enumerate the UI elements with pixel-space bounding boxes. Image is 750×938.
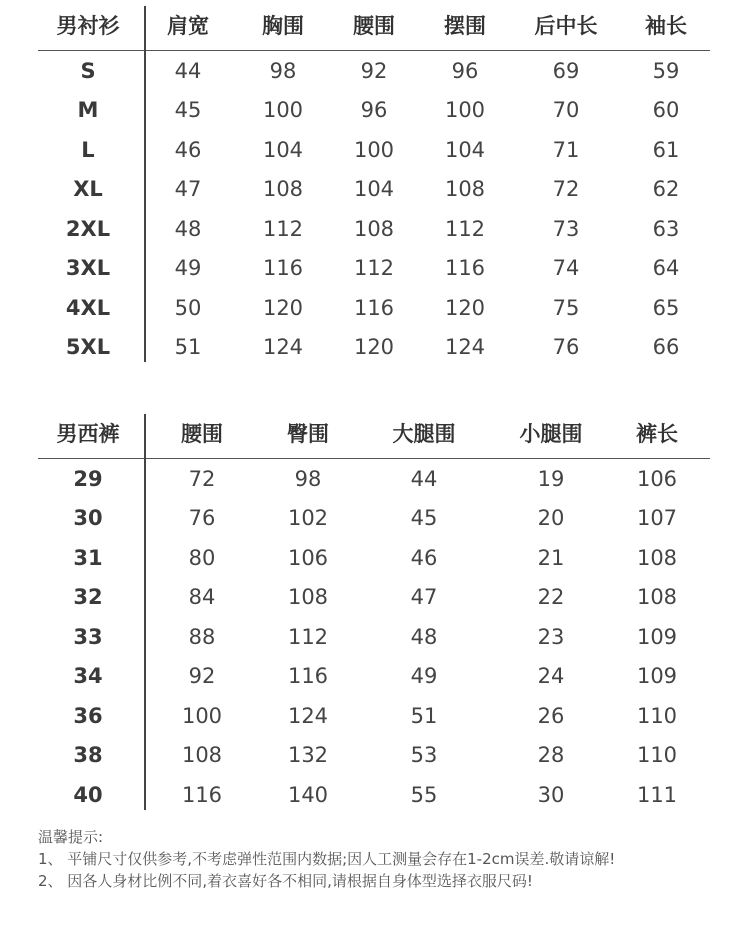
shirt-value-cell: 124 <box>444 335 486 360</box>
pants-table-row <box>38 459 710 499</box>
shirt-table-row <box>38 209 710 249</box>
shirt-header-row <box>38 0 710 51</box>
shirt-value-cell: 116 <box>262 256 304 281</box>
pants-value-cell: 102 <box>287 506 329 531</box>
pants-value-cell: 26 <box>537 703 565 728</box>
pants-table-row <box>38 775 710 815</box>
pants-header-cell: 男西裤 <box>56 422 120 446</box>
shirt-value-cell: 50 <box>174 295 202 320</box>
shirt-value-cell: 64 <box>652 256 680 281</box>
pants-size-label: 29 <box>73 466 103 491</box>
pants-header-cell: 臀围 <box>287 422 329 446</box>
shirt-value-cell: 112 <box>444 216 486 241</box>
pants-table-row <box>38 499 710 539</box>
shirt-size-label: 2XL <box>65 216 111 241</box>
pants-size-label: 36 <box>73 703 103 728</box>
pants-value-cell: 112 <box>287 624 329 649</box>
pants-value-cell: 19 <box>537 466 565 491</box>
tips-section <box>38 826 615 892</box>
shirt-value-cell: 104 <box>262 137 304 162</box>
pants-size-label: 32 <box>73 585 103 610</box>
pants-value-cell: 24 <box>537 664 565 689</box>
pants-table-row <box>38 538 710 578</box>
pants-value-cell: 109 <box>636 664 678 689</box>
pants-value-cell: 51 <box>410 703 438 728</box>
shirt-header-cell: 男衬衫 <box>56 14 120 38</box>
shirt-value-cell: 120 <box>262 295 304 320</box>
pants-value-cell: 110 <box>636 743 678 768</box>
pants-header-row <box>38 408 710 459</box>
pants-value-cell: 140 <box>287 782 329 807</box>
shirt-value-cell: 120 <box>444 295 486 320</box>
pants-value-cell: 49 <box>410 664 438 689</box>
shirt-value-cell: 72 <box>552 177 580 202</box>
shirt-size-label: 3XL <box>65 256 111 281</box>
shirt-header-cell: 肩宽 <box>167 14 209 38</box>
pants-value-cell: 28 <box>537 743 565 768</box>
pants-size-label: 31 <box>73 545 103 570</box>
shirt-value-cell: 112 <box>353 256 395 281</box>
pants-value-cell: 23 <box>537 624 565 649</box>
tips-line-2: 2、 因各人身材比例不同,着衣喜好各不相同,请根据自身体型选择衣服尺码! <box>38 872 533 890</box>
shirt-table-row <box>38 51 710 91</box>
shirt-value-cell: 75 <box>552 295 580 320</box>
pants-header-cell: 裤长 <box>636 422 678 446</box>
shirt-value-cell: 124 <box>262 335 304 360</box>
shirt-value-cell: 108 <box>262 177 304 202</box>
shirt-value-cell: 100 <box>353 137 395 162</box>
pants-value-cell: 106 <box>636 466 678 491</box>
pants-value-cell: 80 <box>188 545 216 570</box>
shirt-value-cell: 73 <box>552 216 580 241</box>
shirt-size-label: 4XL <box>65 295 111 320</box>
pants-value-cell: 124 <box>287 703 329 728</box>
shirt-value-cell: 116 <box>353 295 395 320</box>
shirt-value-cell: 100 <box>444 98 486 123</box>
shirt-value-cell: 108 <box>444 177 486 202</box>
shirt-value-cell: 70 <box>552 98 580 123</box>
pants-value-cell: 92 <box>188 664 216 689</box>
pants-value-cell: 45 <box>410 506 438 531</box>
pants-size-label: 34 <box>73 664 103 689</box>
shirt-size-table <box>38 0 710 367</box>
shirt-value-cell: 69 <box>552 58 580 83</box>
pants-value-cell: 20 <box>537 506 565 531</box>
shirt-value-cell: 47 <box>174 177 202 202</box>
pants-size-label: 40 <box>73 782 103 807</box>
shirt-table-row <box>38 288 710 328</box>
pants-value-cell: 108 <box>636 585 678 610</box>
shirt-value-cell: 66 <box>652 335 680 360</box>
shirt-value-cell: 61 <box>652 137 680 162</box>
shirt-value-cell: 98 <box>269 58 297 83</box>
shirt-value-cell: 49 <box>174 256 202 281</box>
pants-value-cell: 88 <box>188 624 216 649</box>
pants-value-cell: 21 <box>537 545 565 570</box>
shirt-header-cell: 摆围 <box>444 14 486 38</box>
shirt-value-cell: 96 <box>451 58 479 83</box>
tips-line-1: 1、 平铺尺寸仅供参考,不考虑弹性范围内数据;因人工测量会存在1-2cm误差.敬请谅解! <box>38 850 616 868</box>
pants-header-cell: 小腿围 <box>519 422 583 446</box>
pants-value-cell: 106 <box>287 545 329 570</box>
shirt-value-cell: 62 <box>652 177 680 202</box>
pants-value-cell: 55 <box>410 782 438 807</box>
pants-size-table <box>38 408 710 815</box>
pants-value-cell: 116 <box>181 782 223 807</box>
pants-table-row <box>38 578 710 618</box>
shirt-value-cell: 59 <box>652 58 680 83</box>
pants-value-cell: 47 <box>410 585 438 610</box>
pants-table-row <box>38 657 710 697</box>
pants-value-cell: 22 <box>537 585 565 610</box>
pants-table-row <box>38 617 710 657</box>
shirt-value-cell: 108 <box>353 216 395 241</box>
shirt-header-cell: 腰围 <box>353 14 395 38</box>
tips-title: 温馨提示: <box>38 828 104 846</box>
pants-value-cell: 100 <box>181 703 223 728</box>
pants-size-label: 33 <box>73 624 103 649</box>
shirt-value-cell: 96 <box>360 98 388 123</box>
shirt-header-cell: 袖长 <box>645 14 687 38</box>
shirt-value-cell: 46 <box>174 137 202 162</box>
shirt-value-cell: 63 <box>652 216 680 241</box>
shirt-header-cell: 后中长 <box>534 14 598 38</box>
pants-value-cell: 108 <box>636 545 678 570</box>
shirt-value-cell: 116 <box>444 256 486 281</box>
shirt-value-cell: 76 <box>552 335 580 360</box>
pants-value-cell: 76 <box>188 506 216 531</box>
pants-divider-line <box>144 414 146 810</box>
shirt-table-row <box>38 130 710 170</box>
pants-value-cell: 72 <box>188 466 216 491</box>
pants-value-cell: 46 <box>410 545 438 570</box>
pants-table-row <box>38 736 710 776</box>
shirt-value-cell: 92 <box>360 58 388 83</box>
shirt-value-cell: 65 <box>652 295 680 320</box>
pants-value-cell: 132 <box>287 743 329 768</box>
pants-value-cell: 44 <box>410 466 438 491</box>
shirt-table-row <box>38 170 710 210</box>
pants-size-label: 30 <box>73 506 103 531</box>
pants-value-cell: 30 <box>537 782 565 807</box>
shirt-size-label: M <box>77 98 99 123</box>
pants-value-cell: 48 <box>410 624 438 649</box>
shirt-value-cell: 120 <box>353 335 395 360</box>
shirt-table-row <box>38 91 710 131</box>
shirt-value-cell: 100 <box>262 98 304 123</box>
pants-value-cell: 98 <box>294 466 322 491</box>
shirt-size-label: XL <box>73 177 103 202</box>
pants-value-cell: 111 <box>636 782 678 807</box>
pants-size-label: 38 <box>73 743 103 768</box>
shirt-size-label: 5XL <box>65 335 111 360</box>
pants-value-cell: 107 <box>636 506 678 531</box>
pants-value-cell: 108 <box>181 743 223 768</box>
shirt-value-cell: 45 <box>174 98 202 123</box>
pants-value-cell: 84 <box>188 585 216 610</box>
pants-header-cell: 腰围 <box>181 422 223 446</box>
pants-value-cell: 53 <box>410 743 438 768</box>
pants-table-row <box>38 696 710 736</box>
pants-value-cell: 109 <box>636 624 678 649</box>
shirt-value-cell: 74 <box>552 256 580 281</box>
shirt-header-cell: 胸围 <box>262 14 304 38</box>
shirt-value-cell: 112 <box>262 216 304 241</box>
shirt-value-cell: 104 <box>444 137 486 162</box>
pants-value-cell: 116 <box>287 664 329 689</box>
pants-value-cell: 108 <box>287 585 329 610</box>
shirt-value-cell: 104 <box>353 177 395 202</box>
shirt-value-cell: 71 <box>552 137 580 162</box>
shirt-table-row <box>38 328 710 368</box>
shirt-size-label: L <box>81 137 95 162</box>
shirt-value-cell: 48 <box>174 216 202 241</box>
shirt-divider-line <box>144 6 146 362</box>
shirt-size-label: S <box>80 58 96 83</box>
pants-value-cell: 110 <box>636 703 678 728</box>
shirt-value-cell: 51 <box>174 335 202 360</box>
pants-header-cell: 大腿围 <box>392 422 456 446</box>
shirt-table-row <box>38 249 710 289</box>
shirt-value-cell: 44 <box>174 58 202 83</box>
shirt-value-cell: 60 <box>652 98 680 123</box>
